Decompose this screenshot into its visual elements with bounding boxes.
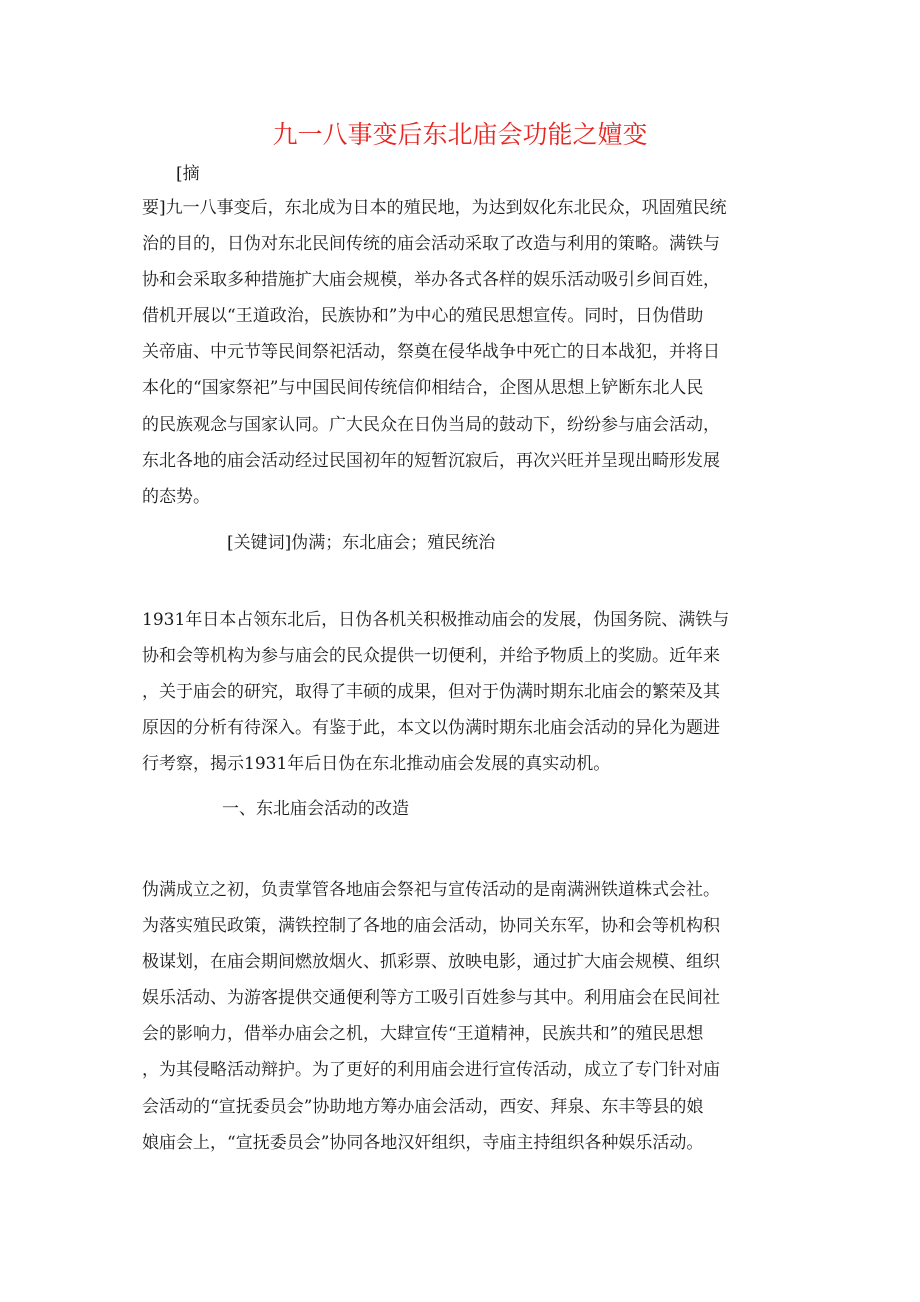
section-line: 会活动的“宣抚委员会”协助地方筹办庙会活动，西安、拜泉、东丰等县的娘	[142, 1096, 704, 1117]
intro-paragraph	[142, 602, 782, 782]
section-line: 会的影响力，借举办庙会之机，大肆宣传“王道精神，民族共和”的殖民思想	[142, 1024, 704, 1045]
abstract-line: 的态势。	[142, 486, 210, 507]
intro-line: 行考察，揭示1931年后日伪在东北推动庙会发展的真实动机。	[142, 754, 611, 775]
abstract-paragraph	[142, 190, 782, 515]
section-paragraph	[142, 872, 782, 1161]
document-title: 九一八事变后东北庙会功能之嬗变	[272, 120, 648, 149]
section-heading: 一、东北庙会活动的改造	[222, 799, 409, 819]
section-line: 极谋划，在庙会期间燃放烟火、抓彩票、放映电影，通过扩大庙会规模、组织	[142, 952, 720, 973]
section-line: 伪满成立之初，负责掌管各地庙会祭祀与宣传活动的是南满洲铁道株式会社。	[142, 880, 720, 900]
section-line: 娱乐活动、为游客提供交通便利等方工吸引百姓参与其中。利用庙会在民间社	[142, 988, 720, 1009]
abstract-line: 东北各地的庙会活动经过民国初年的短暂沉寂后，再次兴旺并呈现出畸形发展	[142, 450, 720, 471]
section-line: 娘庙会上，“宣抚委员会”协同各地汉奸组织，寺庙主持组织各种娱乐活动。	[142, 1132, 704, 1153]
intro-line: 原因的分析有待深入。有鉴于此，本文以伪满时期东北庙会活动的异化为题进	[142, 718, 720, 739]
intro-line: 协和会等机构为参与庙会的民众提供一切便利，并给予物质上的奖励。近年来	[142, 646, 720, 667]
abstract-line: 协和会采取多种措施扩大庙会规模，举办各式各样的娱乐活动吸引乡间百姓，	[142, 270, 720, 291]
abstract-line: 关帝庙、中元节等民间祭祀活动，祭奠在侵华战争中死亡的日本战犯，并将日	[142, 342, 720, 363]
abstract-line: 要]九一八事变后，东北成为日本的殖民地，为达到奴化东北民众，巩固殖民统	[142, 198, 727, 218]
abstract-line: 借机开展以“王道政治，民族协和”为中心的殖民思想宣传。同时，日伪借助	[142, 306, 704, 327]
abstract-line: 本化的“国家祭祀”与中国民间传统信仰相结合，企图从思想上铲断东北人民	[142, 378, 704, 399]
section-line: 为落实殖民政策，满铁控制了各地的庙会活动，协同关东军，协和会等机构积	[142, 916, 720, 937]
abstract-line: 的民族观念与国家认同。广大民众在日伪当局的鼓动下，纷纷参与庙会活动，	[142, 414, 720, 435]
abstract-line: 治的目的，日伪对东北民间传统的庙会活动采取了改造与利用的策略。满铁与	[142, 234, 720, 255]
intro-line: ，关于庙会的研究，取得了丰硕的成果，但对于伪满时期东北庙会的繁荣及其	[142, 682, 720, 703]
section-line: ，为其侵略活动辩护。为了更好的利用庙会进行宣传活动，成立了专门针对庙	[142, 1060, 720, 1081]
intro-line: 1931年日本占领东北后，日伪各机关积极推动庙会的发展，伪国务院、满铁与	[142, 610, 730, 630]
keywords-line: [关键词]伪满；东北庙会；殖民统治	[227, 533, 496, 553]
abstract-label: [摘	[176, 164, 200, 184]
